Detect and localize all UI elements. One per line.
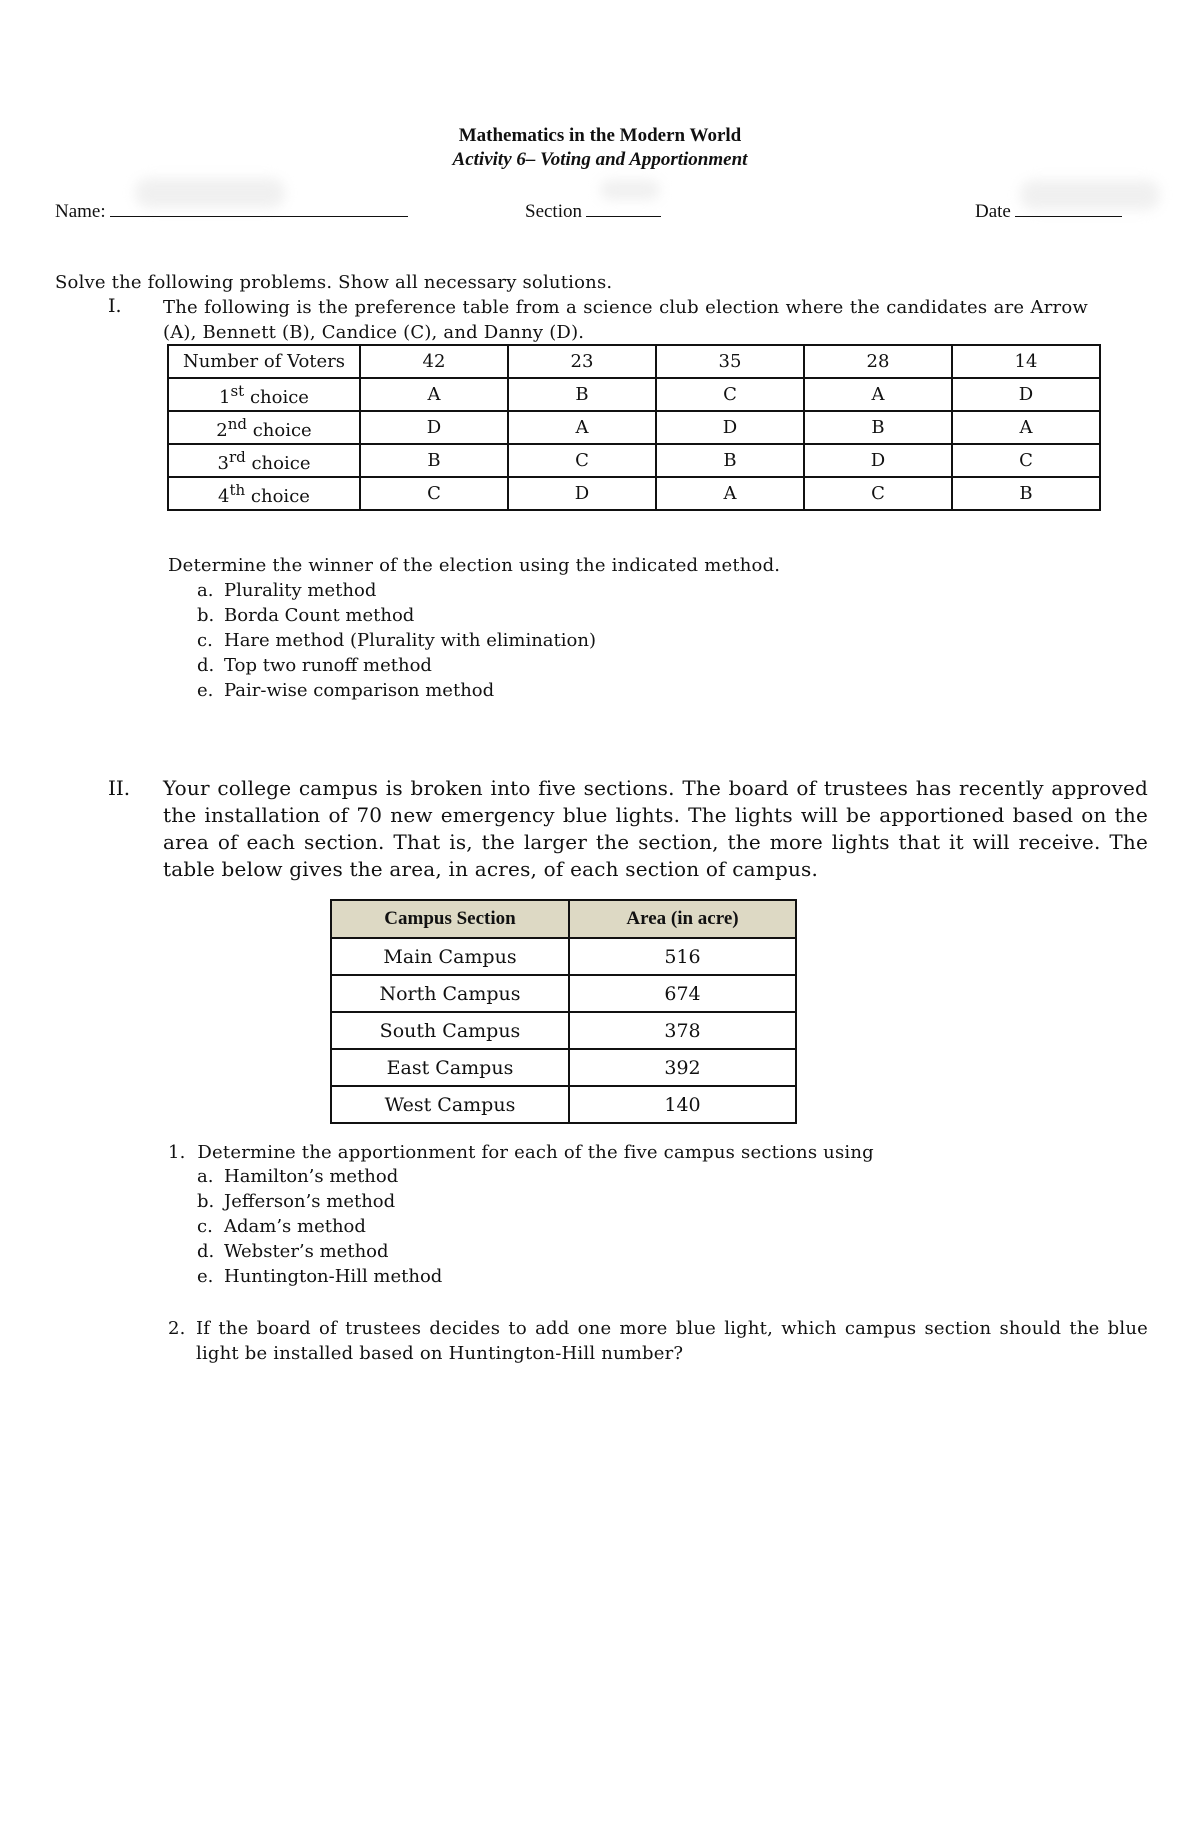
problem2-q1-method-list	[197, 1164, 442, 1289]
campus-section-cell: West Campus	[331, 1086, 569, 1123]
campus-section-header: Campus Section	[331, 900, 569, 938]
problem1-numeral: I.	[108, 295, 122, 317]
voters-cell: 28	[804, 345, 952, 378]
student-info-fields	[55, 198, 1130, 226]
choice-label-cell: 2nd choice	[168, 411, 360, 444]
choice-cell: D	[804, 444, 952, 477]
section-field[interactable]	[525, 198, 661, 223]
problem2-q1: 1. Determine the apportionment for each of the five campus sections using	[168, 1142, 874, 1163]
table-row	[331, 975, 796, 1012]
problem1-method-list	[197, 578, 596, 703]
problem2-q2-text: If the board of trustees decides to add one more blue light, which campus section should the blue light be installed based on Huntington-Hill number?	[196, 1318, 1148, 1364]
preference-table	[167, 344, 1101, 511]
list-item: d. Webster’s method	[197, 1241, 389, 1262]
problem2-q2-marker: 2.	[168, 1318, 186, 1339]
name-blank-line[interactable]	[110, 198, 408, 217]
list-item: a. Hamilton’s method	[197, 1166, 399, 1187]
table-row	[168, 378, 1100, 411]
area-cell: 140	[569, 1086, 796, 1123]
choice-cell: C	[656, 378, 804, 411]
campus-area-table	[330, 899, 797, 1124]
campus-section-cell: South Campus	[331, 1012, 569, 1049]
date-label: Date	[975, 201, 1011, 222]
campus-section-cell: North Campus	[331, 975, 569, 1012]
name-field[interactable]	[55, 198, 408, 223]
list-item: b. Jefferson’s method	[197, 1191, 396, 1212]
list-item: e. Pair-wise comparison method	[197, 680, 495, 701]
area-cell: 674	[569, 975, 796, 1012]
choice-cell: B	[804, 411, 952, 444]
section-label: Section	[525, 201, 582, 222]
list-item: c. Adam’s method	[197, 1216, 366, 1237]
list-item: a. Plurality method	[197, 580, 377, 601]
choice-cell: D	[656, 411, 804, 444]
problem2-q2	[168, 1316, 1148, 1366]
date-blank-line[interactable]	[1015, 198, 1122, 217]
choice-cell: A	[952, 411, 1100, 444]
area-cell: 516	[569, 938, 796, 975]
choice-cell: A	[804, 378, 952, 411]
table-row	[331, 1012, 796, 1049]
voters-cell: 14	[952, 345, 1100, 378]
redacted-section-smudge	[600, 180, 660, 200]
page-subtitle: Activity 6– Voting and Apportionment	[452, 149, 748, 170]
page-title: Mathematics in the Modern World	[458, 125, 742, 146]
choice-cell: B	[952, 477, 1100, 510]
choice-cell: D	[360, 411, 508, 444]
choice-cell: D	[952, 378, 1100, 411]
choice-cell: C	[360, 477, 508, 510]
choice-label-cell: 4th choice	[168, 477, 360, 510]
problem1-prompt: Determine the winner of the election using the indicated method.	[168, 555, 781, 576]
choice-cell: C	[508, 444, 656, 477]
choice-cell: B	[656, 444, 804, 477]
table-row	[168, 411, 1100, 444]
campus-section-cell: East Campus	[331, 1049, 569, 1086]
area-header: Area (in acre)	[569, 900, 796, 938]
choice-cell: B	[360, 444, 508, 477]
area-cell: 378	[569, 1012, 796, 1049]
problem2-text: Your college campus is broken into five sections. The board of trustees has recently approved the installation of 70 new emergency blue lights. The lights will be apportioned based on the area of each section. That is, the larger the section, the more lights that it will receive. The table below gives the area, in acres, of each section of campus.	[163, 776, 1148, 881]
table-row	[331, 1086, 796, 1123]
choice-cell: B	[508, 378, 656, 411]
choice-cell: A	[360, 378, 508, 411]
table-row	[168, 477, 1100, 510]
problem1-text: The following is the preference table from a science club election where the candidates are Arrow (A), Bennett (B), Candice (C), and Danny (D).	[163, 297, 1088, 343]
title-block	[0, 124, 1200, 172]
table-row	[331, 938, 796, 975]
name-label: Name:	[55, 201, 106, 222]
choice-cell: D	[508, 477, 656, 510]
date-field[interactable]	[975, 198, 1122, 223]
list-item: e. Huntington-Hill method	[197, 1266, 443, 1287]
list-item: c. Hare method (Plurality with elimination)	[197, 630, 596, 651]
choice-label-cell: 3rd choice	[168, 444, 360, 477]
area-cell: 392	[569, 1049, 796, 1086]
voters-cell: 23	[508, 345, 656, 378]
choice-cell: A	[656, 477, 804, 510]
problem2-numeral: II.	[108, 776, 131, 800]
choice-cell: A	[508, 411, 656, 444]
choice-cell: C	[804, 477, 952, 510]
campus-section-cell: Main Campus	[331, 938, 569, 975]
choice-label-cell: 1st choice	[168, 378, 360, 411]
voters-cell: 35	[656, 345, 804, 378]
voters-header-cell: Number of Voters	[168, 345, 360, 378]
choice-cell: C	[952, 444, 1100, 477]
table-row	[331, 1049, 796, 1086]
list-item: b. Borda Count method	[197, 605, 415, 626]
table-header-row	[331, 900, 796, 938]
voters-cell: 42	[360, 345, 508, 378]
list-item: d. Top two runoff method	[197, 655, 432, 676]
instructions: Solve the following problems. Show all necessary solutions.	[55, 272, 613, 293]
section-blank-line[interactable]	[586, 198, 661, 217]
table-row	[168, 345, 1100, 378]
table-row	[168, 444, 1100, 477]
